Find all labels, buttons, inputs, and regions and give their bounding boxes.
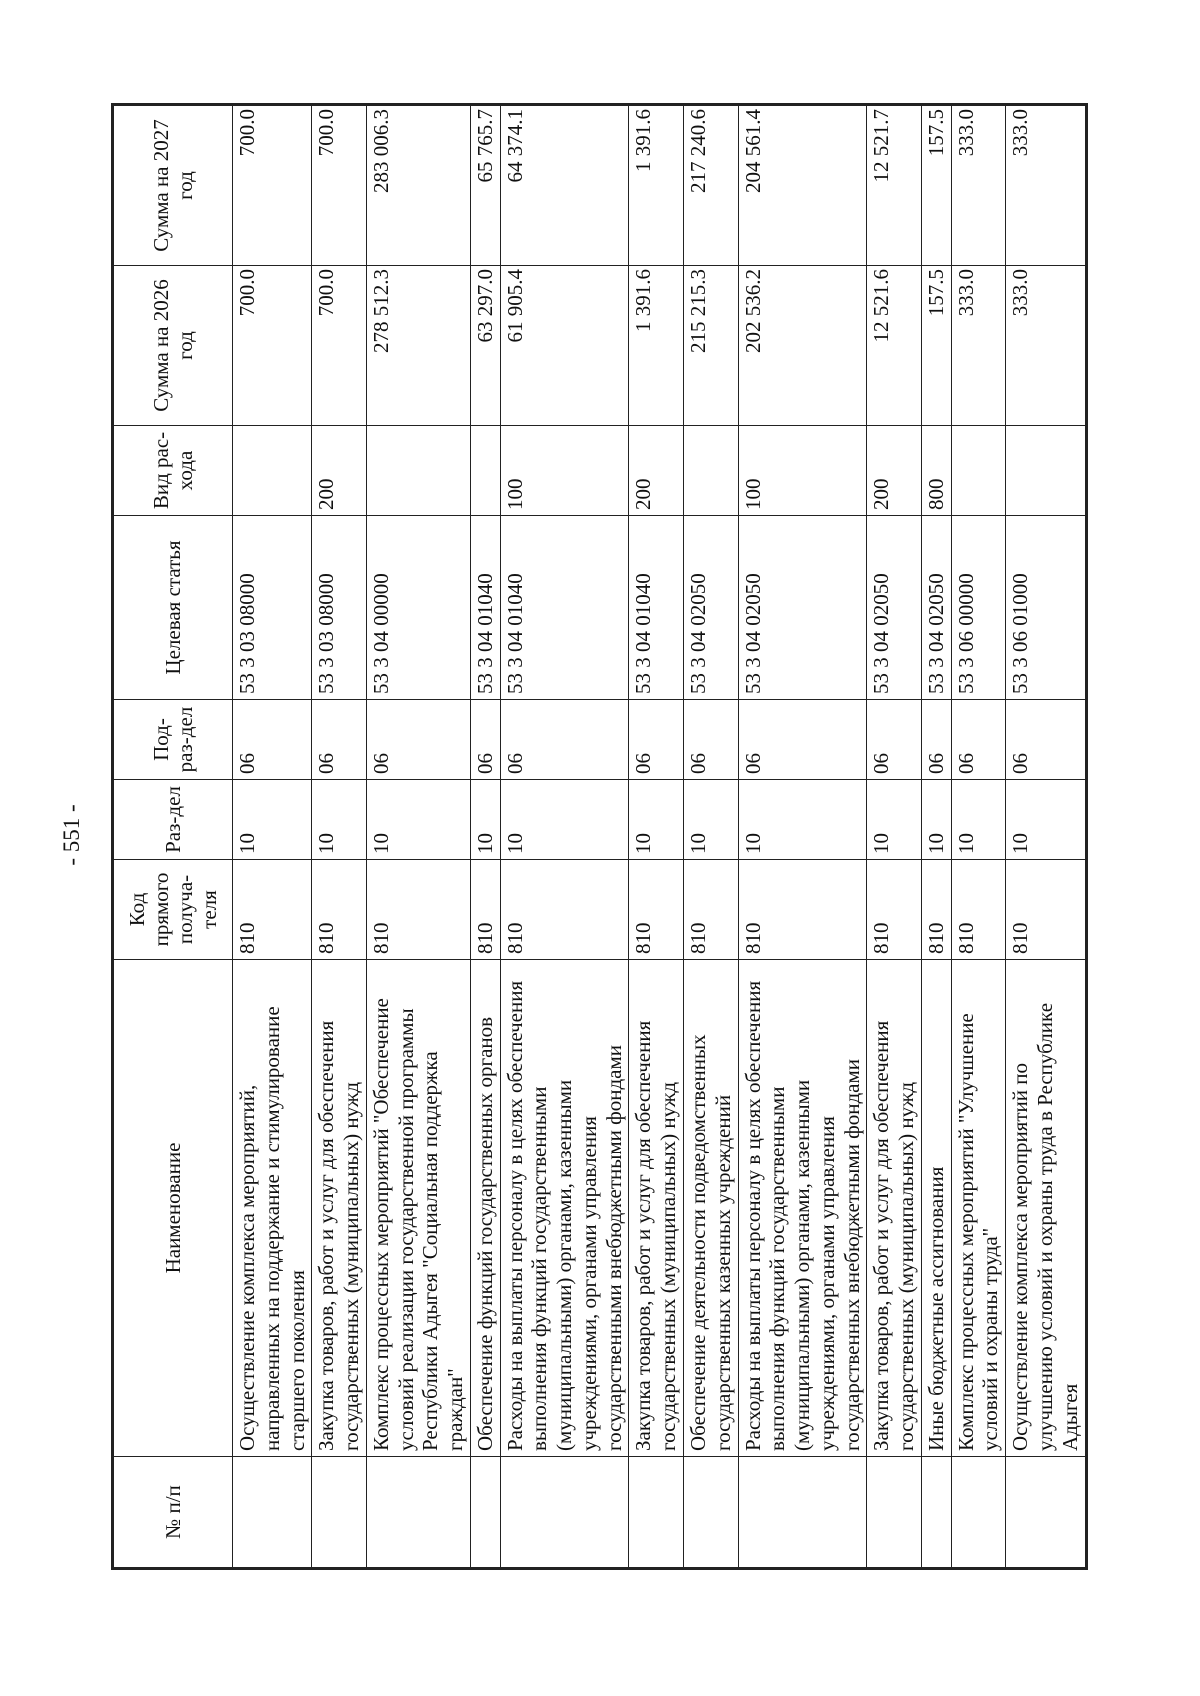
cell-code: 810 xyxy=(867,860,922,960)
cell-num xyxy=(500,1457,629,1569)
cell-razdel: 10 xyxy=(312,780,367,860)
cell-vid xyxy=(684,426,739,516)
cell-razdel: 10 xyxy=(921,780,951,860)
table-row xyxy=(470,105,500,1569)
cell-target: 53 3 04 02050 xyxy=(738,516,867,700)
budget-table xyxy=(111,103,1088,1570)
cell-sum-2027: 333.0 xyxy=(951,105,1006,266)
table-row xyxy=(738,105,867,1569)
cell-vid: 200 xyxy=(867,426,922,516)
cell-vid xyxy=(233,426,312,516)
cell-vid xyxy=(470,426,500,516)
header-podrazdel: Под-раз-дел xyxy=(113,700,233,780)
cell-sum-2027: 217 240.6 xyxy=(684,105,739,266)
cell-code: 810 xyxy=(366,860,470,960)
cell-sum-2026: 333.0 xyxy=(1006,266,1086,426)
cell-podrazdel: 06 xyxy=(233,700,312,780)
cell-sum-2027: 157.5 xyxy=(921,105,951,266)
header-sum-2026: Сумма на 2026 год xyxy=(113,266,233,426)
cell-sum-2027: 204 561.4 xyxy=(738,105,867,266)
cell-code: 810 xyxy=(500,860,629,960)
table-row xyxy=(500,105,629,1569)
cell-name: Осуществление комплекса мероприятий по улучшению условий и охраны труда в Республике Адыгея xyxy=(1006,960,1086,1457)
cell-num xyxy=(312,1457,367,1569)
cell-vid: 200 xyxy=(312,426,367,516)
cell-num xyxy=(738,1457,867,1569)
cell-name: Обеспечение функций государственных органов xyxy=(470,960,500,1457)
cell-sum-2026: 278 512.3 xyxy=(366,266,470,426)
cell-num xyxy=(470,1457,500,1569)
cell-num xyxy=(951,1457,1006,1569)
cell-razdel: 10 xyxy=(470,780,500,860)
header-name: Наименование xyxy=(113,960,233,1457)
cell-podrazdel: 06 xyxy=(629,700,684,780)
cell-sum-2026: 63 297.0 xyxy=(470,266,500,426)
cell-target: 53 3 04 00000 xyxy=(366,516,470,700)
cell-name: Расходы на выплаты персоналу в целях обеспечения выполнения функций государственными (муниципальными) органами, казенными учреждениями, органами управления государственных внебюджетными фондами xyxy=(738,960,867,1457)
header-num: № п/п xyxy=(113,1457,233,1569)
cell-code: 810 xyxy=(470,860,500,960)
cell-name: Обеспечение деятельности подведомственных государственных казенных учреждений xyxy=(684,960,739,1457)
cell-name: Осуществление комплекса мероприятий, направленных на поддержание и стимулирование старшего поколения xyxy=(233,960,312,1457)
cell-razdel: 10 xyxy=(629,780,684,860)
cell-razdel: 10 xyxy=(366,780,470,860)
cell-sum-2027: 65 765.7 xyxy=(470,105,500,266)
cell-podrazdel: 06 xyxy=(1006,700,1086,780)
header-sum-2027: Сумма на 2027 год xyxy=(113,105,233,266)
cell-name: Комплекс процессных мероприятий "Улучшение условий и охраны труда" xyxy=(951,960,1006,1457)
table-row xyxy=(684,105,739,1569)
cell-num xyxy=(366,1457,470,1569)
table-row xyxy=(921,105,951,1569)
table-row xyxy=(1006,105,1086,1569)
cell-sum-2027: 333.0 xyxy=(1006,105,1086,266)
cell-razdel: 10 xyxy=(951,780,1006,860)
cell-podrazdel: 06 xyxy=(312,700,367,780)
cell-num xyxy=(921,1457,951,1569)
cell-vid: 100 xyxy=(500,426,629,516)
cell-sum-2027: 283 006.3 xyxy=(366,105,470,266)
cell-podrazdel: 06 xyxy=(470,700,500,780)
cell-num xyxy=(1006,1457,1086,1569)
cell-code: 810 xyxy=(921,860,951,960)
cell-vid xyxy=(366,426,470,516)
cell-sum-2027: 1 391.6 xyxy=(629,105,684,266)
cell-podrazdel: 06 xyxy=(951,700,1006,780)
cell-sum-2026: 1 391.6 xyxy=(629,266,684,426)
cell-sum-2026: 333.0 xyxy=(951,266,1006,426)
header-code: Код прямого получа-теля xyxy=(113,860,233,960)
table-row xyxy=(629,105,684,1569)
cell-name: Расходы на выплаты персоналу в целях обеспечения выполнения функций государственными (муниципальными) органами, казенными учреждениями, органами управления государственными внебюджетными фондами xyxy=(500,960,629,1457)
table-row xyxy=(233,105,312,1569)
cell-target: 53 3 03 08000 xyxy=(233,516,312,700)
cell-name: Закупка товаров, работ и услуг для обеспечения государственных (муниципальных) нужд xyxy=(867,960,922,1457)
cell-sum-2026: 157.5 xyxy=(921,266,951,426)
cell-sum-2027: 64 374.1 xyxy=(500,105,629,266)
cell-podrazdel: 06 xyxy=(500,700,629,780)
cell-sum-2026: 700.0 xyxy=(312,266,367,426)
cell-razdel: 10 xyxy=(867,780,922,860)
cell-razdel: 10 xyxy=(500,780,629,860)
table-row xyxy=(366,105,470,1569)
cell-num xyxy=(867,1457,922,1569)
cell-num xyxy=(684,1457,739,1569)
page-number: - 551 - xyxy=(59,804,84,866)
cell-target: 53 3 03 08000 xyxy=(312,516,367,700)
cell-name: Закупка товаров, работ и услуг для обеспечения государственных (муниципальных) нужд xyxy=(312,960,367,1457)
cell-code: 810 xyxy=(1006,860,1086,960)
header-vid: Вид рас-хода xyxy=(113,426,233,516)
cell-sum-2027: 700.0 xyxy=(233,105,312,266)
cell-target: 53 3 04 01040 xyxy=(500,516,629,700)
table-row xyxy=(312,105,367,1569)
cell-code: 810 xyxy=(684,860,739,960)
cell-razdel: 10 xyxy=(233,780,312,860)
cell-razdel: 10 xyxy=(684,780,739,860)
cell-target: 53 3 04 02050 xyxy=(684,516,739,700)
cell-razdel: 10 xyxy=(738,780,867,860)
cell-vid: 800 xyxy=(921,426,951,516)
cell-sum-2026: 61 905.4 xyxy=(500,266,629,426)
cell-sum-2027: 12 521.7 xyxy=(867,105,922,266)
cell-target: 53 3 04 01040 xyxy=(470,516,500,700)
cell-code: 810 xyxy=(738,860,867,960)
cell-vid xyxy=(951,426,1006,516)
cell-num xyxy=(233,1457,312,1569)
cell-vid: 100 xyxy=(738,426,867,516)
cell-target: 53 3 04 02050 xyxy=(867,516,922,700)
cell-vid: 200 xyxy=(629,426,684,516)
cell-sum-2026: 202 536.2 xyxy=(738,266,867,426)
header-row xyxy=(113,105,233,1569)
cell-code: 810 xyxy=(233,860,312,960)
cell-name: Закупка товаров, работ и услуг для обеспечения государственных (муниципальных) нужд xyxy=(629,960,684,1457)
cell-code: 810 xyxy=(629,860,684,960)
cell-podrazdel: 06 xyxy=(366,700,470,780)
cell-target: 53 3 04 02050 xyxy=(921,516,951,700)
cell-razdel: 10 xyxy=(1006,780,1086,860)
cell-sum-2026: 215 215.3 xyxy=(684,266,739,426)
budget-table-container xyxy=(111,106,1082,1570)
cell-target: 53 3 06 01000 xyxy=(1006,516,1086,700)
cell-name: Иные бюджетные ассигнования xyxy=(921,960,951,1457)
cell-sum-2027: 700.0 xyxy=(312,105,367,266)
cell-vid xyxy=(1006,426,1086,516)
cell-sum-2026: 700.0 xyxy=(233,266,312,426)
table-row xyxy=(867,105,922,1569)
cell-podrazdel: 06 xyxy=(738,700,867,780)
cell-podrazdel: 06 xyxy=(684,700,739,780)
cell-sum-2026: 12 521.6 xyxy=(867,266,922,426)
cell-target: 53 3 06 00000 xyxy=(951,516,1006,700)
cell-code: 810 xyxy=(312,860,367,960)
header-razdel: Раз-дел xyxy=(113,780,233,860)
cell-podrazdel: 06 xyxy=(921,700,951,780)
cell-target: 53 3 04 01040 xyxy=(629,516,684,700)
cell-code: 810 xyxy=(951,860,1006,960)
cell-name: Комплекс процессных мероприятий "Обеспечение условий реализации государственной программы Республики Адыгея "Социальная поддержка граждан" xyxy=(366,960,470,1457)
cell-num xyxy=(629,1457,684,1569)
header-target: Целевая статья xyxy=(113,516,233,700)
cell-podrazdel: 06 xyxy=(867,700,922,780)
table-row xyxy=(951,105,1006,1569)
